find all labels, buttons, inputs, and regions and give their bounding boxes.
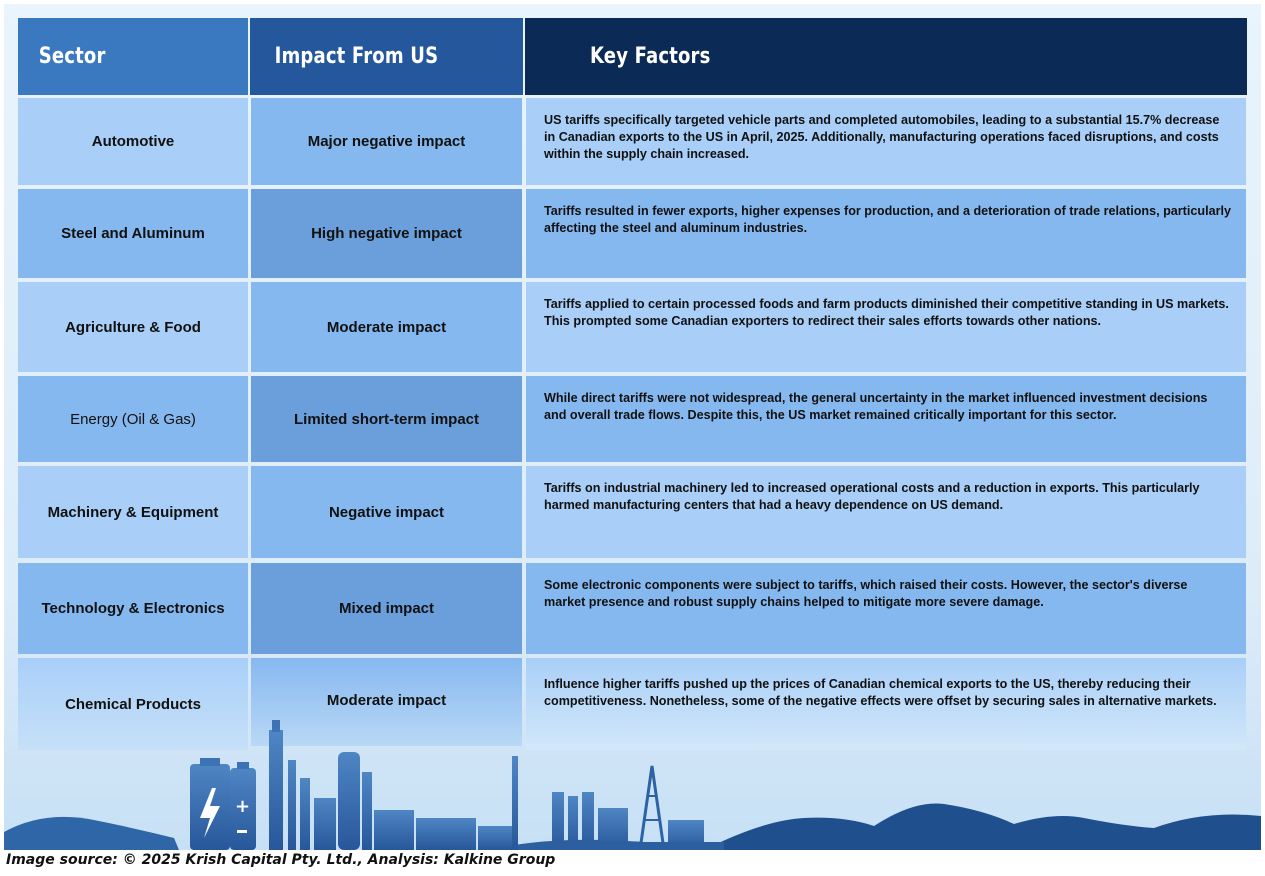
header-impact-cell	[250, 18, 523, 95]
header-sector: Sector	[38, 44, 106, 69]
header-factors-cell	[525, 18, 1247, 95]
row-5-impact: Negative impact	[251, 466, 522, 558]
row-3-factors: Tariffs applied to certain processed foods and farm products diminished their competitive standing in US markets. This prompted some Canadian exporters to redirect their sales efforts towards other nations.	[526, 282, 1246, 372]
industrial-skyline-illustration	[4, 700, 1261, 850]
row-2-impact: High negative impact	[251, 189, 522, 278]
row-7-sector: Chemical Products	[18, 658, 248, 750]
row-3-sector: Agriculture & Food	[18, 282, 248, 372]
row-7-factors: Influence higher tariffs pushed up the prices of Canadian chemical exports to the US, thereby reducing their competitiveness. Nonetheless, some of the negative effects were offset by securing sales in alternative markets.	[526, 658, 1246, 750]
row-4-factors: While direct tariffs were not widespread, the general uncertainty in the market influenced investment decisions and overall trade flows. Despite this, the US market remained critically important for this sector.	[526, 376, 1246, 462]
header-sector-cell	[18, 18, 248, 95]
row-1-impact: Major negative impact	[251, 98, 522, 185]
row-5-factors: Tariffs on industrial machinery led to increased operational costs and a reduction in exports. This particularly harmed manufacturing centers that had a heavy dependence on US demand.	[526, 466, 1246, 558]
image-source-caption: Image source: © 2025 Krish Capital Pty. Ltd., Analysis: Kalkine Group	[6, 852, 556, 868]
row-4-impact: Limited short-term impact	[251, 376, 522, 462]
row-6-factors: Some electronic components were subject to tariffs, which raised their costs. However, the sector's diverse market presence and robust supply chains helped to mitigate more severe damage.	[526, 563, 1246, 654]
row-2-factors: Tariffs resulted in fewer exports, higher expenses for production, and a deterioration of trade relations, particularly affecting the steel and aluminum industries.	[526, 189, 1246, 278]
row-5-sector: Machinery & Equipment	[18, 466, 248, 558]
row-3-impact: Moderate impact	[251, 282, 522, 372]
row-1-sector: Automotive	[18, 98, 248, 185]
header-impact: Impact From US	[274, 44, 439, 69]
row-4-sector: Energy (Oil & Gas)	[18, 376, 248, 462]
svg-text:+: +	[235, 796, 251, 817]
row-1-factors: US tariffs specifically targeted vehicle parts and completed automobiles, leading to a substantial 15.7% decrease in Canadian exports to the US in April, 2025. Additionally, manufacturing operations faced disruptions, and costs within the supply chain increased.	[526, 98, 1246, 185]
battery-icon	[230, 762, 256, 850]
row-6-sector: Technology & Electronics	[18, 563, 248, 654]
header-factors: Key Factors	[589, 44, 711, 69]
battery-icon	[190, 758, 230, 850]
row-2-sector: Steel and Aluminum	[18, 189, 248, 278]
row-6-impact: Mixed impact	[251, 563, 522, 654]
row-7-impact: Moderate impact	[251, 658, 522, 746]
